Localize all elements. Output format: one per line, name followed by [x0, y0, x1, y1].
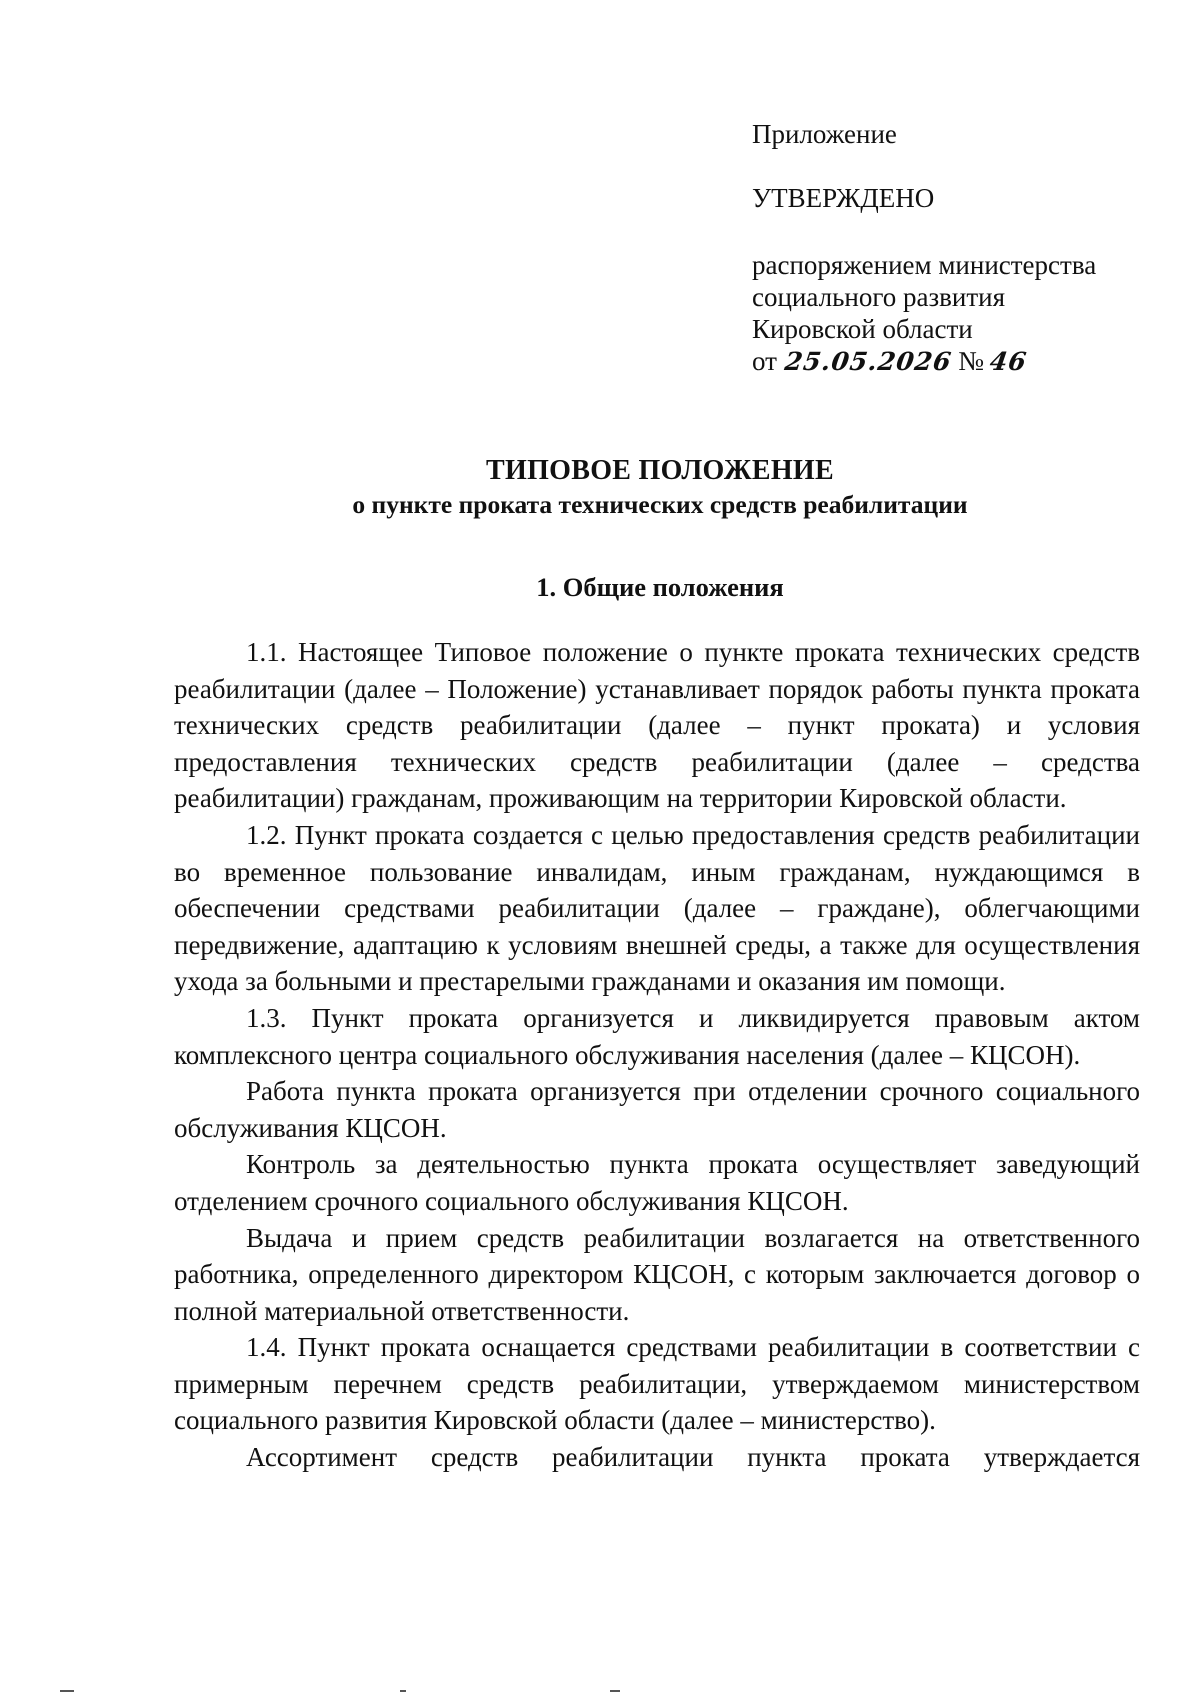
- paragraph: Контроль за деятельностью пункта проката осуществляет заведующий отделением срочного социального обслуживания КЦСОН.: [174, 1149, 1140, 1216]
- paragraph: 1.2. Пункт проката создается с целью предоставления средств реабилитации во временное пользование инвалидам, иным гражданам, нуждающимся в обеспечении средствами реабилитации (далее – граждане), облегчающими передвижение, адаптацию к условиям внешней среды, а также для осуществления ухода за больными и престарелыми гражданами и оказания им помощи.: [174, 819, 1140, 997]
- scan-mark: [400, 1690, 406, 1692]
- scan-edge-marks: [0, 1684, 1200, 1698]
- title-sub: о пункте проката технических средств реабилитации: [352, 490, 968, 519]
- number-sign: №: [958, 346, 985, 376]
- paragraph: Выдача и прием средств реабилитации возлагается на ответственного работника, определенного директором КЦСОН, с которым заключается договор о полной материальной ответственности.: [174, 1222, 1140, 1326]
- title-main: ТИПОВОЕ ПОЛОЖЕНИЕ: [486, 455, 834, 486]
- paragraph: 1.1. Настоящее Типовое положение о пункте проката технических средств реабилитации (далее – Положение) устанавливает порядок работы пункта проката технических средств реабилитации (далее – пункт проката) и условия предоставления технических средств реабилитации (далее – средства реабилитации) гражданам, проживающим на территории Кировской области.: [174, 637, 1140, 814]
- section-heading: 1. Общие положения: [536, 572, 784, 602]
- paragraph: Работа пункта проката организуется при отделении срочного социального обслуживания КЦСОН.: [174, 1076, 1140, 1143]
- approval-line-3: Кировской области: [752, 314, 973, 344]
- paragraph: 1.4. Пункт проката оснащается средствами реабилитации в соответствии с примерным перечнем средств реабилитации, утверждаемом министерством социального развития Кировской области (далее – министерство).: [174, 1332, 1140, 1436]
- approval-date-line: [752, 345, 1172, 378]
- date-prefix: от: [752, 346, 777, 376]
- approval-block: [752, 118, 1172, 378]
- appendix-label: Приложение: [752, 119, 897, 149]
- paragraph: 1.3. Пункт проката организуется и ликвидируется правовым актом комплексного центра социального обслуживания населения (далее – КЦСОН).: [174, 1002, 1140, 1070]
- handwritten-date: 25.05.2026: [782, 347, 954, 376]
- scan-mark: [60, 1690, 74, 1692]
- handwritten-number: 46: [988, 347, 1029, 376]
- section-body: [174, 634, 1140, 1476]
- approved-label: УТВЕРЖДЕНО: [752, 183, 935, 213]
- approval-line-1: распоряжением министерства: [752, 250, 1097, 280]
- scan-mark: [610, 1690, 620, 1692]
- approval-line-2: социального развития: [752, 282, 1006, 312]
- paragraph: Ассортимент средств реабилитации пункта проката утверждается: [246, 1442, 1140, 1473]
- document-title: [0, 454, 1200, 522]
